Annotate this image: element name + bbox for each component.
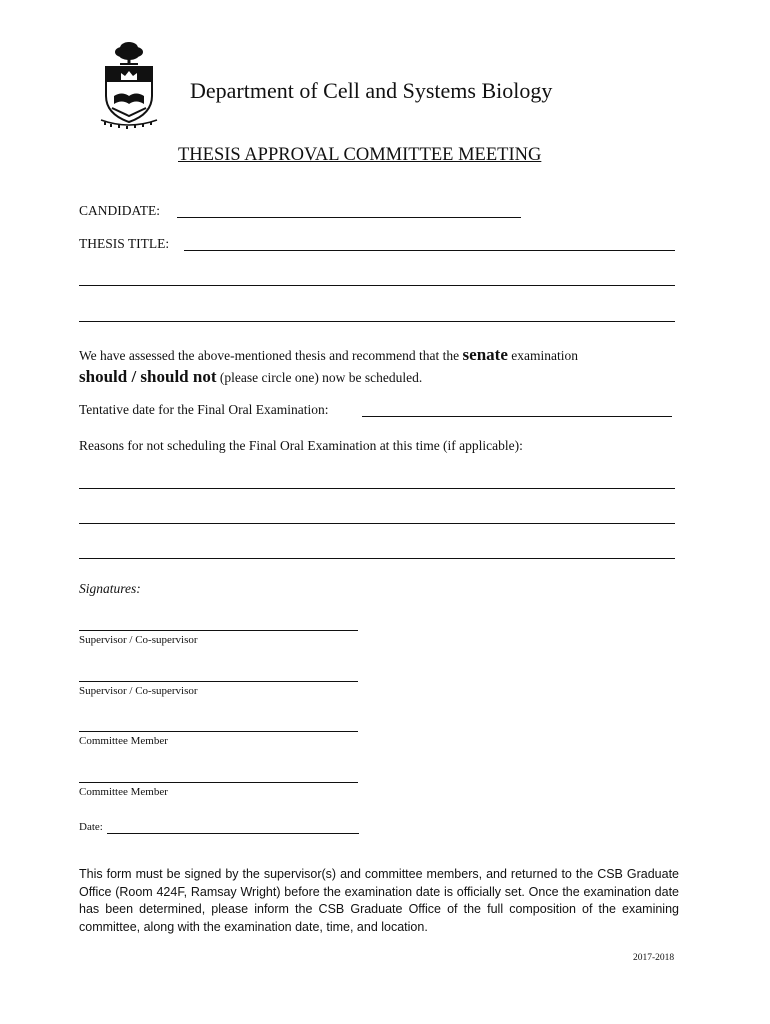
signature-role-committee-2: Committee Member — [79, 786, 168, 798]
signature-line-committee-1[interactable] — [79, 731, 358, 732]
date-label: Date: — [79, 821, 103, 833]
form-version: 2017-2018 — [633, 953, 675, 963]
signature-line-supervisor-2[interactable] — [79, 681, 358, 682]
recommendation-text — [79, 344, 679, 388]
senate-emphasis: senate — [462, 345, 508, 364]
should-choice[interactable]: should / should not — [79, 367, 217, 386]
thesis-title-label: THESIS TITLE: — [79, 236, 170, 251]
candidate-field[interactable] — [177, 217, 521, 218]
recommendation-part3: (please circle one) now be scheduled. — [216, 370, 423, 385]
form-title: THESIS APPROVAL COMMITTEE MEETING — [178, 145, 542, 165]
candidate-label: CANDIDATE: — [79, 203, 160, 218]
instructions-note: This form must be signed by the supervisor(s) and committee members, and returned to the CSB Graduate Office (Room 424F, Ramsay Wright) before the examination date is officially set. Once the examination date has been determined, please inform the CSB Graduate Office of the full composition of the examining committee, along with the examination date, time, and location. — [79, 867, 679, 934]
signature-role-committee-1: Committee Member — [79, 735, 168, 747]
recommendation-part2: examination — [507, 348, 578, 363]
thesis-title-field[interactable] — [184, 250, 675, 251]
reasons-label: Reasons for not scheduling the Final Oral Examination at this time (if applicable): — [79, 438, 523, 453]
tentative-date-label: Tentative date for the Final Oral Examination: — [79, 402, 329, 417]
recommendation-part1: We have assessed the above-mentioned thesis and recommend that the — [79, 348, 463, 363]
signature-line-supervisor-1[interactable] — [79, 630, 358, 631]
university-crest-icon — [98, 38, 160, 130]
thesis-title-field-line-3[interactable] — [79, 321, 675, 322]
reasons-field-line-1[interactable] — [79, 488, 675, 489]
department-title: Department of Cell and Systems Biology — [190, 78, 553, 103]
signature-line-committee-2[interactable] — [79, 782, 358, 783]
signatures-heading: Signatures: — [79, 581, 141, 596]
signature-role-supervisor-1: Supervisor / Co-supervisor — [79, 634, 198, 646]
date-field[interactable] — [107, 833, 359, 834]
tentative-date-field[interactable] — [362, 416, 672, 417]
reasons-field-line-3[interactable] — [79, 558, 675, 559]
reasons-field-line-2[interactable] — [79, 523, 675, 524]
thesis-title-field-line-2[interactable] — [79, 285, 675, 286]
signature-role-supervisor-2: Supervisor / Co-supervisor — [79, 685, 198, 697]
